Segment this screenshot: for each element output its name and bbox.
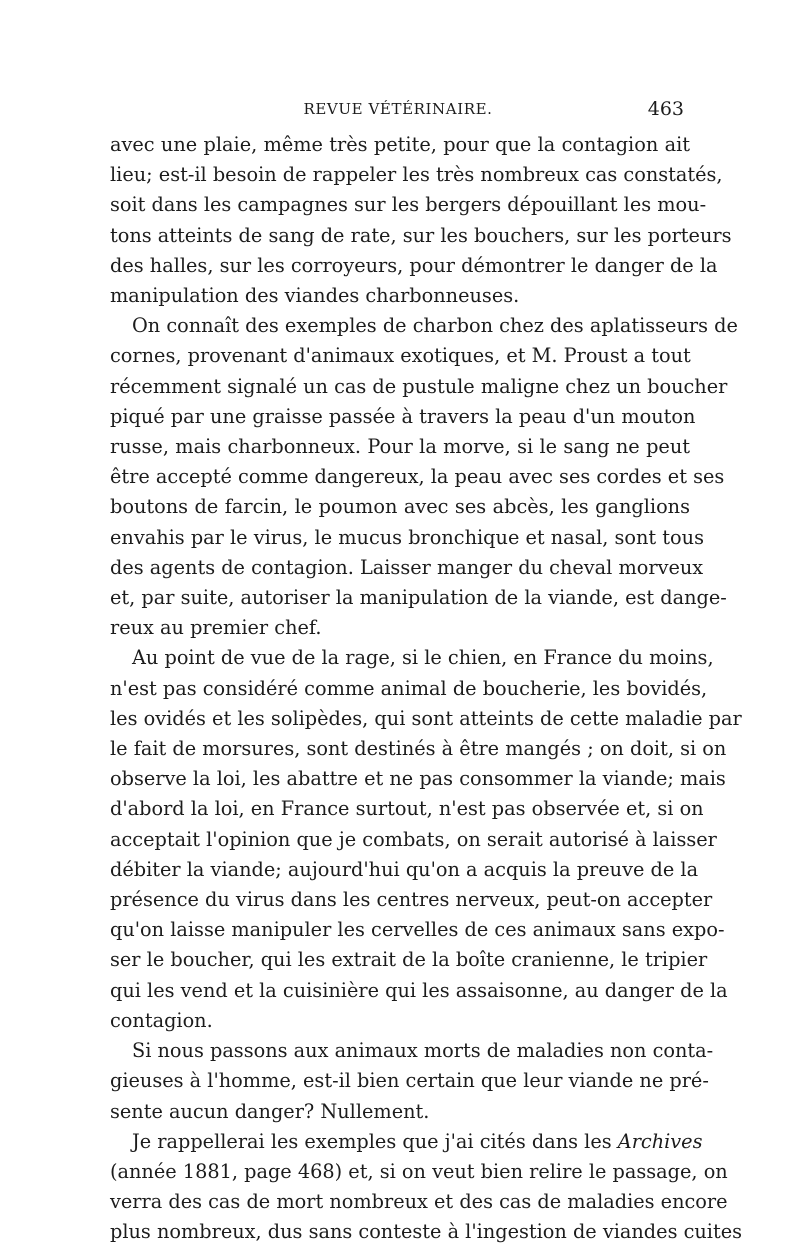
text-line: cornes, provenant d'animaux exotiques, et M. Proust a tout	[110, 344, 691, 368]
text-line: présence du virus dans les centres nerveux, peut-on accepter	[110, 888, 713, 912]
paragraph-4	[110, 1036, 714, 1127]
text-line: observe la loi, les abattre et ne pas consommer la viande; mais	[110, 767, 726, 791]
text-line: (année 1881, page 468) et, si on veut bien relire le passage, on	[110, 1159, 728, 1183]
text-line: envahis par le virus, le mucus bronchique et nasal, sont tous	[110, 525, 704, 549]
text-line: récemment signalé un cas de pustule maligne chez un boucher	[110, 374, 728, 398]
paragraph-5	[110, 1127, 743, 1248]
text-line: être accepté comme dangereux, la peau avec ses cordes et ses	[110, 465, 725, 489]
text-line: ser le boucher, qui les extrait de la boîte cranienne, le tripier	[110, 948, 708, 972]
text-line: le fait de morsures, sont destinés à être mangés ; on doit, si on	[110, 737, 727, 761]
text-line: qui les vend et la cuisinière qui les assaisonne, au danger de la	[110, 978, 728, 1002]
text-line: soit dans les campagnes sur les bergers dépouillant les mou-	[110, 193, 707, 217]
text-line: Si nous passons aux animaux morts de maladies non conta-	[132, 1039, 714, 1063]
text-line: reux au premier chef.	[110, 616, 322, 640]
text-line: plus nombreux, dus sans conteste à l'ingestion de viandes cuites	[110, 1220, 743, 1244]
text-line: sente aucun danger? Nullement.	[110, 1099, 430, 1123]
text-line: On connaît des exemples de charbon chez des aplatisseurs de	[132, 314, 738, 338]
text-line: avec une plaie, même très petite, pour que la contagion ait	[110, 133, 690, 156]
paragraph-3	[110, 643, 742, 1036]
text-line: des agents de contagion. Laisser manger du cheval morveux	[110, 555, 704, 579]
text-line: verra des cas de mort nombreux et des cas de maladies encore	[110, 1190, 728, 1214]
paragraph-2	[110, 311, 738, 643]
text-line: russe, mais charbonneux. Pour la morve, si le sang ne peut	[110, 435, 690, 459]
text-line: piqué par une graisse passée à travers la peau d'un mouton	[110, 404, 696, 428]
text-segment: Je rappellerai les exemples que j'ai cités dans les	[132, 1129, 612, 1153]
text-line: manipulation des viandes charbonneuses.	[110, 284, 520, 308]
body-text	[110, 130, 743, 1248]
text-line: boutons de farcin, le poumon avec ses abcès, les ganglions	[110, 495, 690, 519]
text-line: contagion.	[110, 1008, 213, 1032]
text-line	[110, 1127, 703, 1157]
text-line: gieuses à l'homme, est-il bien certain que leur viande ne pré-	[110, 1069, 709, 1093]
text-line: les ovidés et les solipèdes, qui sont atteints de cette maladie par	[110, 706, 742, 730]
text-line: qu'on laisse manipuler les cervelles de ces animaux sans expo-	[110, 918, 725, 942]
paragraph-1	[110, 130, 732, 311]
text-line: des halles, sur les corroyeurs, pour démontrer le danger de la	[110, 253, 718, 277]
text-line: acceptait l'opinion que je combats, on serait autorisé à laisser	[110, 827, 717, 851]
text-line: Au point de vue de la rage, si le chien, en France du moins,	[132, 646, 714, 670]
text-line: lieu; est-il besoin de rappeler les très nombreux cas constatés,	[110, 163, 723, 187]
text-line: d'abord la loi, en France surtout, n'est pas observée et, si on	[110, 797, 704, 821]
running-header	[112, 100, 684, 122]
text-line: n'est pas considéré comme animal de boucherie, les bovidés,	[110, 676, 708, 700]
text-line: débiter la viande; aujourd'hui qu'on a acquis la preuve de la	[110, 857, 699, 881]
text-line: tons atteints de sang de rate, sur les bouchers, sur les porteurs	[110, 223, 732, 247]
text-line: et, par suite, autoriser la manipulation de la viande, est dange-	[110, 586, 727, 610]
journal-title: Archives	[617, 1129, 703, 1153]
page-number: 463	[647, 98, 684, 120]
running-title: REVUE VÉTÉRINAIRE.	[303, 100, 493, 118]
